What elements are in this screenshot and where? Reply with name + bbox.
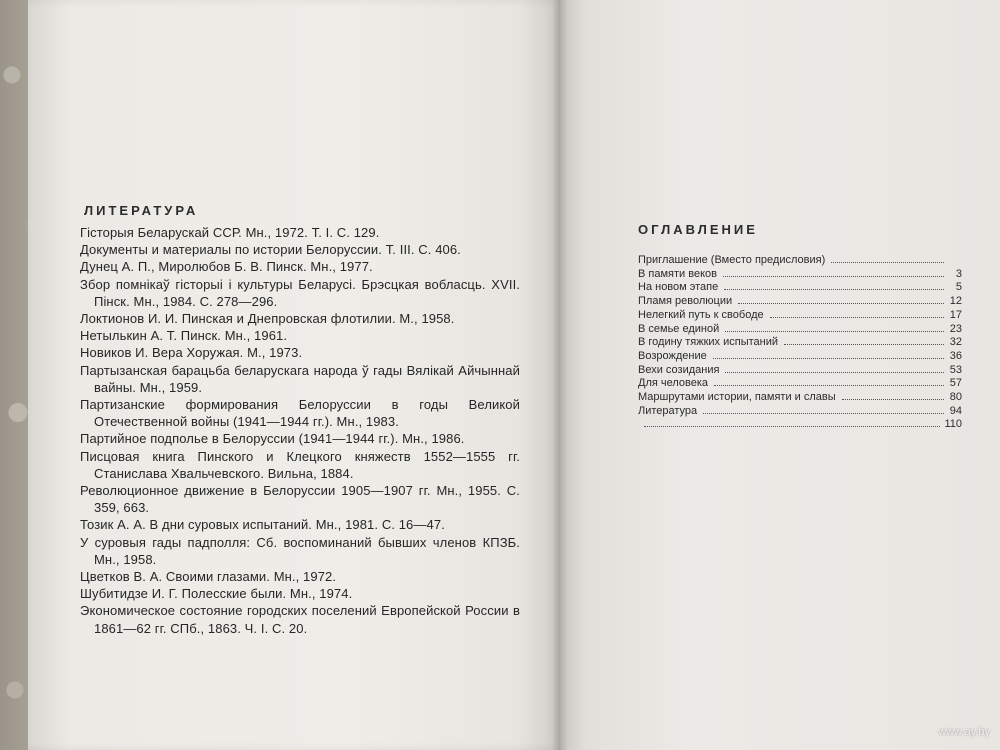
literature-item: Шубитидзе И. Г. Полесские были. Мн., 1974. xyxy=(80,586,353,602)
contents-heading: ОГЛАВЛЕНИЕ xyxy=(638,222,758,237)
toc-leader-dots xyxy=(644,426,940,427)
toc-title: Вехи созидания xyxy=(638,363,720,376)
literature-item: Партийное подполье в Белоруссии (1941—1944 гг.). Мн., 1986. xyxy=(80,431,465,447)
book-gutter xyxy=(552,0,568,750)
toc-row xyxy=(638,391,962,405)
toc-page-number: 12 xyxy=(949,295,962,308)
literature-item: Цветков В. А. Своими глазами. Мн., 1972. xyxy=(80,569,337,585)
toc-leader-dots xyxy=(831,262,944,263)
toc-page-number: 3 xyxy=(955,267,962,280)
literature-heading: ЛИТЕРАТУРА xyxy=(84,203,199,218)
toc-row xyxy=(638,364,962,378)
toc-page-number: 110 xyxy=(944,418,962,431)
toc-leader-dots xyxy=(738,303,944,304)
toc-leader-dots xyxy=(842,399,944,400)
toc-row xyxy=(638,254,962,268)
literature-item: Локтионов И. И. Пинская и Днепровская флотилии. М., 1958. xyxy=(80,311,455,327)
toc-row xyxy=(638,295,962,309)
watermark: www.ay.by xyxy=(938,726,990,738)
literature-item: Тозик А. А. В дни суровых испытаний. Мн., 1981. С. 16—47. xyxy=(80,517,445,533)
literature-item: Гісторыя Беларускай ССР. Мн., 1972. Т. I. С. 129. xyxy=(80,225,380,240)
toc-leader-dots xyxy=(770,317,944,318)
toc-page-number: 36 xyxy=(949,349,962,362)
literature-item: Збор помнікаў гісторыі і культуры Беларусі. Брэсцкая вобласць. XVII. Пінск. Мн., 1984. С. 278—296. xyxy=(80,276,520,309)
toc-leader-dots xyxy=(725,331,944,332)
toc-row xyxy=(638,418,962,432)
toc-row xyxy=(638,323,962,337)
toc-page-number: 80 xyxy=(949,391,962,404)
toc-leader-dots xyxy=(713,358,944,359)
toc-leader-dots xyxy=(784,344,944,345)
toc-title: Маршрутами истории, памяти и славы xyxy=(638,391,836,404)
toc-page-number: 23 xyxy=(949,322,962,335)
toc-page-number: 53 xyxy=(949,363,962,376)
toc-leader-dots xyxy=(724,289,944,290)
toc-row xyxy=(638,405,962,419)
table-of-contents xyxy=(638,254,962,432)
literature-item: Новиков И. Вера Хоружая. М., 1973. xyxy=(80,345,303,361)
toc-row xyxy=(638,268,962,282)
toc-leader-dots xyxy=(725,372,944,373)
toc-page-number: 17 xyxy=(949,308,962,321)
toc-title: В памяти веков xyxy=(638,267,717,280)
toc-leader-dots xyxy=(723,276,944,277)
toc-title: Пламя революции xyxy=(638,295,733,308)
literature-item: Дунец А. П., Миролюбов Б. В. Пинск. Мн., 1977. xyxy=(80,259,373,275)
toc-title: Для человека xyxy=(638,377,709,390)
toc-page-number: 94 xyxy=(949,404,962,417)
toc-row xyxy=(638,281,962,295)
toc-row xyxy=(638,350,962,364)
toc-title: В годину тяжких испытаний xyxy=(638,336,779,349)
toc-page-number: 32 xyxy=(949,336,962,349)
toc-title: В семье единой xyxy=(638,322,720,335)
literature-item: Писцовая книга Пинского и Клецкого княжеств 1552—1555 гг. Станислава Хвальчевского. Вильна, 1884. xyxy=(80,448,520,481)
toc-title: Приглашение (Вместо предисловия) xyxy=(638,254,826,266)
toc-row xyxy=(638,377,962,391)
toc-page-number: 57 xyxy=(949,377,962,390)
literature-item: Нетылькин А. Т. Пинск. Мн., 1961. xyxy=(80,328,288,344)
literature-item: У суровыя гады падполля: Сб. воспоминаний бывших членов КПЗБ. Мн., 1958. xyxy=(80,534,520,567)
toc-row xyxy=(638,309,962,323)
toc-leader-dots xyxy=(714,385,944,386)
literature-item: Революционное движение в Белоруссии 1905—1907 гг. Мн., 1955. С. 359, 663. xyxy=(80,483,520,516)
literature-item: Экономическое состояние городских поселений Европейской России в 1861—62 гг. СПб., 1863. Ч. I. С. 20. xyxy=(80,603,520,636)
toc-leader-dots xyxy=(703,413,944,414)
literature-list xyxy=(80,224,520,637)
toc-title: Возрождение xyxy=(638,349,707,362)
literature-item: Партизанские формирования Белоруссии в годы Великой Отечественной войны (1941—1944 гг.). Мн., 1983. xyxy=(80,397,520,430)
toc-title: Нелегкий путь к свободе xyxy=(638,308,764,321)
toc-title: На новом этапе xyxy=(638,281,719,294)
toc-row xyxy=(638,336,962,350)
toc-title: Литература xyxy=(638,404,698,417)
toc-page-number: 5 xyxy=(955,281,962,294)
literature-item: Партызанская барацьба беларускага народа ў гады Вялікай Айчыннай вайны. Мн., 1959. xyxy=(80,362,520,395)
literature-item: Документы и материалы по истории Белоруссии. Т. III. С. 406. xyxy=(80,242,461,258)
